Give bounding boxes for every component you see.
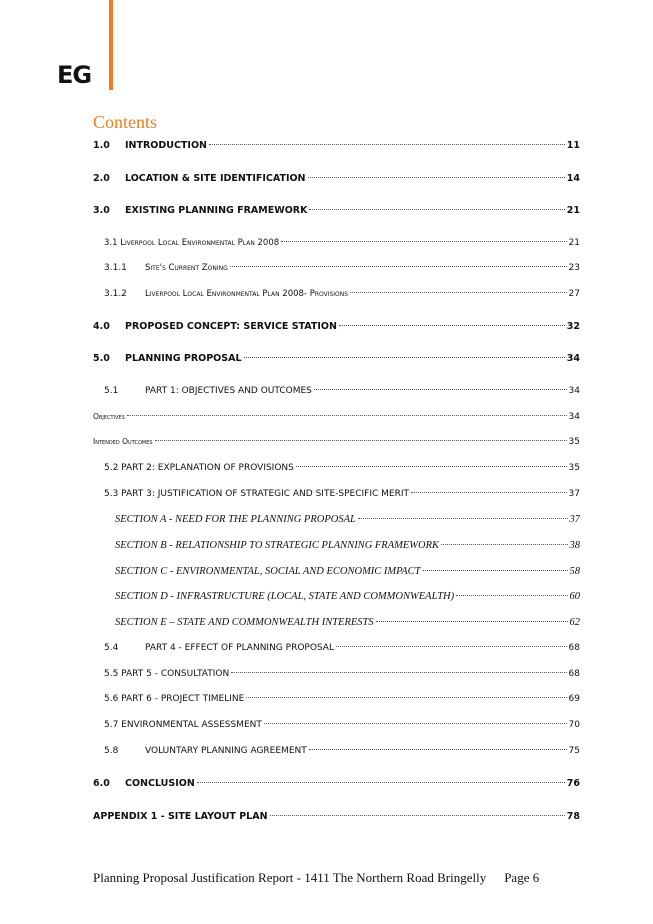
toc-entry[interactable] (93, 263, 580, 273)
toc-entry-title: SECTION B - RELATIONSHIP TO STRATEGIC PLANNING FRAMEWORK (115, 540, 440, 551)
toc-entry-page: 37 (568, 489, 580, 499)
toc-entry-page: 62 (569, 617, 580, 628)
toc-dot-leader (155, 440, 567, 441)
footer-title: Planning Proposal Justification Report - 1411 The Northern Road Bringelly (93, 870, 487, 885)
toc-entry-page: 21 (566, 205, 580, 216)
logo-accent-bar (109, 0, 113, 90)
toc-entry-title: Intended Outcomes (93, 437, 153, 446)
toc-entry-number: 5.4 (104, 643, 119, 653)
toc-entry-page: 11 (566, 140, 580, 151)
toc-entry-number: 4.0 (93, 321, 110, 332)
toc-entry-title: 5.5 PART 5 - CONSULTATION (104, 669, 230, 679)
toc-entry[interactable] (93, 746, 580, 756)
toc-dot-leader (308, 177, 565, 178)
toc-entry-page: 76 (566, 778, 580, 789)
toc-entry-page: 14 (566, 173, 580, 184)
toc-entry[interactable] (93, 205, 580, 216)
toc-entry-page: 21 (568, 238, 580, 248)
logo-text: EG (57, 61, 92, 89)
toc-entry[interactable] (93, 489, 580, 499)
toc-dot-leader (456, 595, 567, 596)
toc-entry-title: EXISTING PLANNING FRAMEWORK (125, 205, 308, 216)
toc-dot-leader (296, 466, 567, 467)
toc-dot-leader (264, 723, 567, 724)
toc-entry-title: PART 4 - EFFECT OF PLANNING PROPOSAL (145, 643, 334, 653)
toc-entry[interactable] (93, 617, 580, 628)
toc-dot-leader (244, 357, 565, 358)
toc-entry-title: SECTION C - ENVIRONMENTAL, SOCIAL AND ECONOMIC IMPACT (115, 566, 421, 577)
toc-entry-page: 70 (568, 720, 580, 730)
toc-entry-title: PLANNING PROPOSAL (125, 353, 242, 364)
contents-heading: Contents (93, 112, 158, 132)
toc-entry-title: 5.3 PART 3: JUSTIFICATION OF STRATEGIC AND SITE-SPECIFIC MERIT (104, 489, 409, 499)
toc-entry[interactable] (93, 720, 580, 730)
toc-entry-title: CONCLUSION (125, 778, 195, 789)
toc-entry[interactable] (93, 140, 580, 151)
toc-entry-number: 5.8 (104, 746, 119, 756)
toc-dot-leader (309, 749, 567, 750)
toc-entry[interactable] (93, 238, 580, 248)
toc-entry[interactable] (93, 412, 580, 422)
toc-entry[interactable] (93, 778, 580, 789)
toc-entry-page: 23 (568, 263, 580, 273)
toc-entry[interactable] (93, 437, 580, 447)
toc-dot-leader (309, 209, 564, 210)
toc-entry[interactable] (93, 811, 580, 822)
toc-entry-page: 35 (568, 463, 580, 473)
toc-entry-title: VOLUNTARY PLANNING AGREEMENT (145, 746, 307, 756)
toc-entry-page: 32 (566, 321, 580, 332)
toc-entry-page: 69 (568, 694, 580, 704)
toc-entry[interactable] (93, 643, 580, 653)
toc-entry-title: 5.2 PART 2: EXPLANATION OF PROVISIONS (104, 463, 294, 473)
toc-entry-page: 60 (569, 591, 580, 602)
toc-entry-number: 3.1.2 (104, 289, 127, 299)
toc-dot-leader (231, 672, 566, 673)
toc-entry-title: Objectives (93, 412, 125, 421)
toc-dot-leader (358, 518, 568, 519)
toc-entry[interactable] (93, 694, 580, 704)
toc-dot-leader (127, 415, 567, 416)
toc-dot-leader (209, 144, 565, 145)
toc-entry-title: PROPOSED CONCEPT: SERVICE STATION (125, 321, 337, 332)
toc-entry-page: 68 (568, 669, 580, 679)
toc-dot-leader (197, 782, 565, 783)
toc-dot-leader (423, 570, 568, 571)
toc-entry-number: 3.1.1 (104, 263, 127, 273)
toc-entry-number: 2.0 (93, 173, 110, 184)
toc-entry-number: 5.1 (104, 386, 119, 396)
toc-entry[interactable] (93, 669, 580, 679)
toc-entry-page: 38 (569, 540, 580, 551)
toc-entry[interactable] (93, 386, 580, 396)
toc-entry-page: 58 (569, 566, 580, 577)
toc-entry[interactable] (93, 591, 580, 602)
toc-entry[interactable] (93, 289, 580, 299)
toc-entry-number: 3.0 (93, 205, 110, 216)
toc-entry-title: 3.1 Liverpool Local Environmental Plan 2008 (104, 238, 280, 248)
toc-entry-page: 34 (566, 353, 580, 364)
toc-dot-leader (376, 621, 568, 622)
toc-entry-page: 68 (568, 643, 580, 653)
toc-entry-title: PART 1: OBJECTIVES AND OUTCOMES (145, 386, 312, 396)
toc-dot-leader (281, 241, 566, 242)
toc-entry[interactable] (93, 540, 580, 551)
toc-entry-page: 34 (568, 412, 580, 422)
toc-entry-page: 27 (568, 289, 580, 299)
toc-entry[interactable] (93, 353, 580, 364)
toc-dot-leader (270, 815, 565, 816)
toc-entry[interactable] (93, 321, 580, 332)
toc-entry-title: APPENDIX 1 - SITE LAYOUT PLAN (93, 811, 268, 822)
toc-dot-leader (350, 292, 566, 293)
toc-entry-page: 34 (568, 386, 580, 396)
toc-entry-page: 37 (569, 514, 580, 525)
toc-entry-title: Liverpool Local Environmental Plan 2008- Provisions (145, 289, 349, 299)
toc-dot-leader (339, 325, 565, 326)
page-footer (93, 870, 539, 886)
toc-entry-title: INTRODUCTION (125, 140, 207, 151)
toc-entry-title: SECTION E – STATE AND COMMONWEALTH INTERESTS (115, 617, 374, 628)
toc-entry[interactable] (93, 514, 580, 525)
toc-entry-title: Site's Current Zoning (145, 263, 228, 273)
toc-entry-number: 1.0 (93, 140, 110, 151)
toc-entry-title: SECTION D - INFRASTRUCTURE (LOCAL, STATE AND COMMONWEALTH) (115, 591, 455, 602)
toc-dot-leader (441, 544, 567, 545)
toc-entry-title: SECTION A - NEED FOR THE PLANNING PROPOSAL (115, 514, 356, 525)
toc-entry-page: 75 (568, 746, 580, 756)
toc-entry-page: 78 (566, 811, 580, 822)
toc-entry-number: 5.0 (93, 353, 110, 364)
toc-entry[interactable] (93, 463, 580, 473)
toc-entry-page: 35 (568, 437, 580, 447)
toc-dot-leader (314, 389, 567, 390)
toc-dot-leader (246, 697, 566, 698)
company-logo (57, 0, 117, 92)
toc-dot-leader (230, 266, 567, 267)
toc-dot-leader (411, 492, 567, 493)
toc-dot-leader (336, 646, 567, 647)
footer-page-number: Page 6 (504, 870, 540, 885)
toc-entry[interactable] (93, 566, 580, 577)
toc-entry[interactable] (93, 173, 580, 184)
toc-entry-title: LOCATION & SITE IDENTIFICATION (125, 173, 306, 184)
toc-entry-title: 5.6 PART 6 - PROJECT TIMELINE (104, 694, 245, 704)
toc-entry-title: 5.7 ENVIRONMENTAL ASSESSMENT (104, 720, 262, 730)
toc-entry-number: 6.0 (93, 778, 110, 789)
